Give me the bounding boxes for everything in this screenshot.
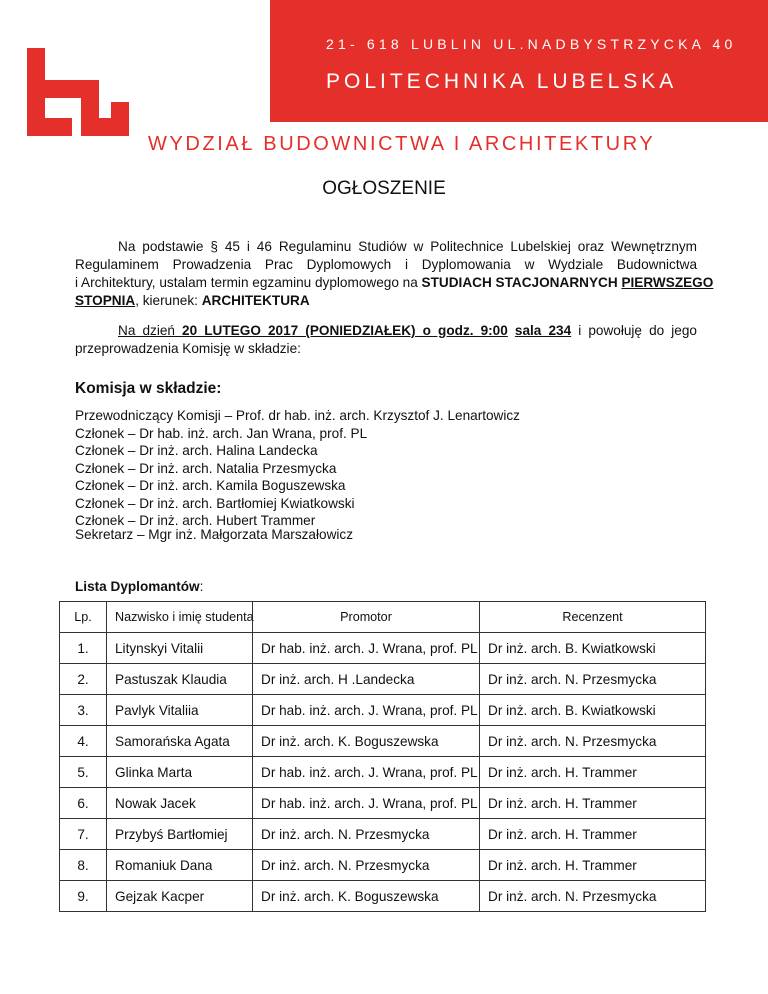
supervisor-name: Dr hab. inż. arch. J. Wrana, prof. PL <box>253 788 480 819</box>
supervisor-name: Dr hab. inż. arch. J. Wrana, prof. PL <box>253 633 480 664</box>
student-name: Pavlyk Vitaliia <box>107 695 253 726</box>
student-name: Glinka Marta <box>107 757 253 788</box>
schedule-prefix: Na dzień <box>118 323 183 338</box>
university-address: 21- 618 LUBLIN UL.NADBYSTRZYCKA 40 <box>326 36 737 52</box>
column-header-reviewer: Recenzent <box>480 602 706 633</box>
graduates-table-wrapper <box>59 601 705 912</box>
committee-member: Członek – Dr inż. arch. Bartłomiej Kwiatkowski <box>75 495 355 511</box>
table-row <box>60 633 706 664</box>
table-row <box>60 695 706 726</box>
intro-line-2: Regulaminem Prowadzenia Prac Dyplomowych i Dyplomowania w Wydziale Budownictwa <box>75 257 697 272</box>
intro-line-3 <box>75 274 714 292</box>
row-number: 6. <box>60 788 107 819</box>
schedule-paragraph <box>75 322 697 358</box>
reviewer-name: Dr inż. arch. H. Trammer <box>480 757 706 788</box>
page-title: OGŁOSZENIE <box>322 178 446 199</box>
table-row <box>60 757 706 788</box>
row-number: 4. <box>60 726 107 757</box>
faculty-name: WYDZIAŁ BUDOWNICTWA I ARCHITEKTURY <box>148 133 656 155</box>
row-number: 7. <box>60 819 107 850</box>
table-row <box>60 664 706 695</box>
committee-secretary: Sekretarz – Mgr inż. Małgorzata Marszałowicz <box>75 527 354 542</box>
supervisor-name: Dr inż. arch. K. Boguszewska <box>253 881 480 912</box>
supervisor-name: Dr hab. inż. arch. J. Wrana, prof. PL <box>253 695 480 726</box>
university-name: POLITECHNIKA LUBELSKA <box>326 70 678 93</box>
table-row <box>60 726 706 757</box>
reviewer-name: Dr inż. arch. H. Trammer <box>480 788 706 819</box>
row-number: 9. <box>60 881 107 912</box>
graduates-list-title: Lista Dyplomantów <box>75 579 200 594</box>
intro-paragraph <box>75 238 714 310</box>
graduates-list-heading <box>75 579 203 594</box>
reviewer-name: Dr inż. arch. H. Trammer <box>480 850 706 881</box>
supervisor-name: Dr inż. arch. N. Przesmycka <box>253 819 480 850</box>
field-label: , kierunek: <box>135 293 202 308</box>
reviewer-name: Dr inż. arch. N. Przesmycka <box>480 726 706 757</box>
study-level-part2: STOPNIA <box>75 293 136 308</box>
row-number: 8. <box>60 850 107 881</box>
column-header-student: Nazwisko i imię studenta <box>107 602 253 633</box>
committee-member: Członek – Dr inż. arch. Hubert Trammer <box>75 513 316 528</box>
student-name: Nowak Jacek <box>107 788 253 819</box>
committee-chair: Przewodniczący Komisji – Prof. dr hab. inż. arch. Krzysztof J. Lenartowicz <box>75 408 520 423</box>
row-number: 2. <box>60 664 107 695</box>
committee-member: Członek – Dr inż. arch. Halina Landecka <box>75 443 318 458</box>
student-name: Gejzak Kacper <box>107 881 253 912</box>
student-name: Przybyś Bartłomiej <box>107 819 253 850</box>
intro-line-3-text: i Architektury, ustalam termin egzaminu dyplomowego na <box>75 275 422 290</box>
student-name: Samorańska Agata <box>107 726 253 757</box>
student-name: Romaniuk Dana <box>107 850 253 881</box>
row-number: 3. <box>60 695 107 726</box>
table-row <box>60 850 706 881</box>
intro-line-1: Na podstawie § 45 i 46 Regulaminu Studiów w Politechnice Lubelskiej oraz Wewnętrznym <box>118 239 697 254</box>
reviewer-name: Dr inż. arch. N. Przesmycka <box>480 881 706 912</box>
table-header-row <box>60 602 706 633</box>
row-number: 1. <box>60 633 107 664</box>
study-mode: STUDIACH STACJONARNYCH <box>421 275 618 290</box>
reviewer-name: Dr inż. arch. N. Przesmycka <box>480 664 706 695</box>
table-row <box>60 881 706 912</box>
reviewer-name: Dr inż. arch. H. Trammer <box>480 819 706 850</box>
exam-room: sala 234 <box>514 323 572 338</box>
supervisor-name: Dr inż. arch. K. Boguszewska <box>253 726 480 757</box>
graduates-table <box>59 601 706 912</box>
schedule-line-2: przeprowadzenia Komisję w składzie: <box>75 341 301 356</box>
intro-line-4 <box>75 292 697 310</box>
committee-member: Członek – Dr inż. arch. Kamila Boguszewska <box>75 478 346 493</box>
reviewer-name: Dr inż. arch. B. Kwiatkowski <box>480 695 706 726</box>
committee-member: Członek – Dr hab. inż. arch. Jan Wrana, prof. PL <box>75 425 368 441</box>
column-header-supervisor: Promotor <box>253 602 480 633</box>
table-row <box>60 788 706 819</box>
supervisor-name: Dr hab. inż. arch. J. Wrana, prof. PL <box>253 757 480 788</box>
student-name: Pastuszak Klaudia <box>107 664 253 695</box>
schedule-suffix: i powołuję do jego <box>578 323 697 338</box>
graduates-list-colon: : <box>199 579 204 594</box>
supervisor-name: Dr inż. arch. N. Przesmycka <box>253 850 480 881</box>
schedule-line-1 <box>75 322 697 340</box>
column-header-number: Lp. <box>60 602 107 633</box>
committee-member: Członek – Dr inż. arch. Natalia Przesmycka <box>75 460 337 476</box>
committee-members-list <box>75 407 520 530</box>
supervisor-name: Dr inż. arch. H .Landecka <box>253 664 480 695</box>
student-name: Litynskyi Vitalii <box>107 633 253 664</box>
row-number: 5. <box>60 757 107 788</box>
study-level-part1: PIERWSZEGO <box>621 275 714 290</box>
exam-datetime: 20 LUTEGO 2017 (PONIEDZIAŁEK) o godz. 9:00 <box>182 323 508 338</box>
field-of-study: ARCHITEKTURA <box>201 293 310 308</box>
header-band <box>270 0 768 122</box>
committee-heading: Komisja w składzie: <box>75 380 222 397</box>
table-row <box>60 819 706 850</box>
reviewer-name: Dr inż. arch. B. Kwiatkowski <box>480 633 706 664</box>
